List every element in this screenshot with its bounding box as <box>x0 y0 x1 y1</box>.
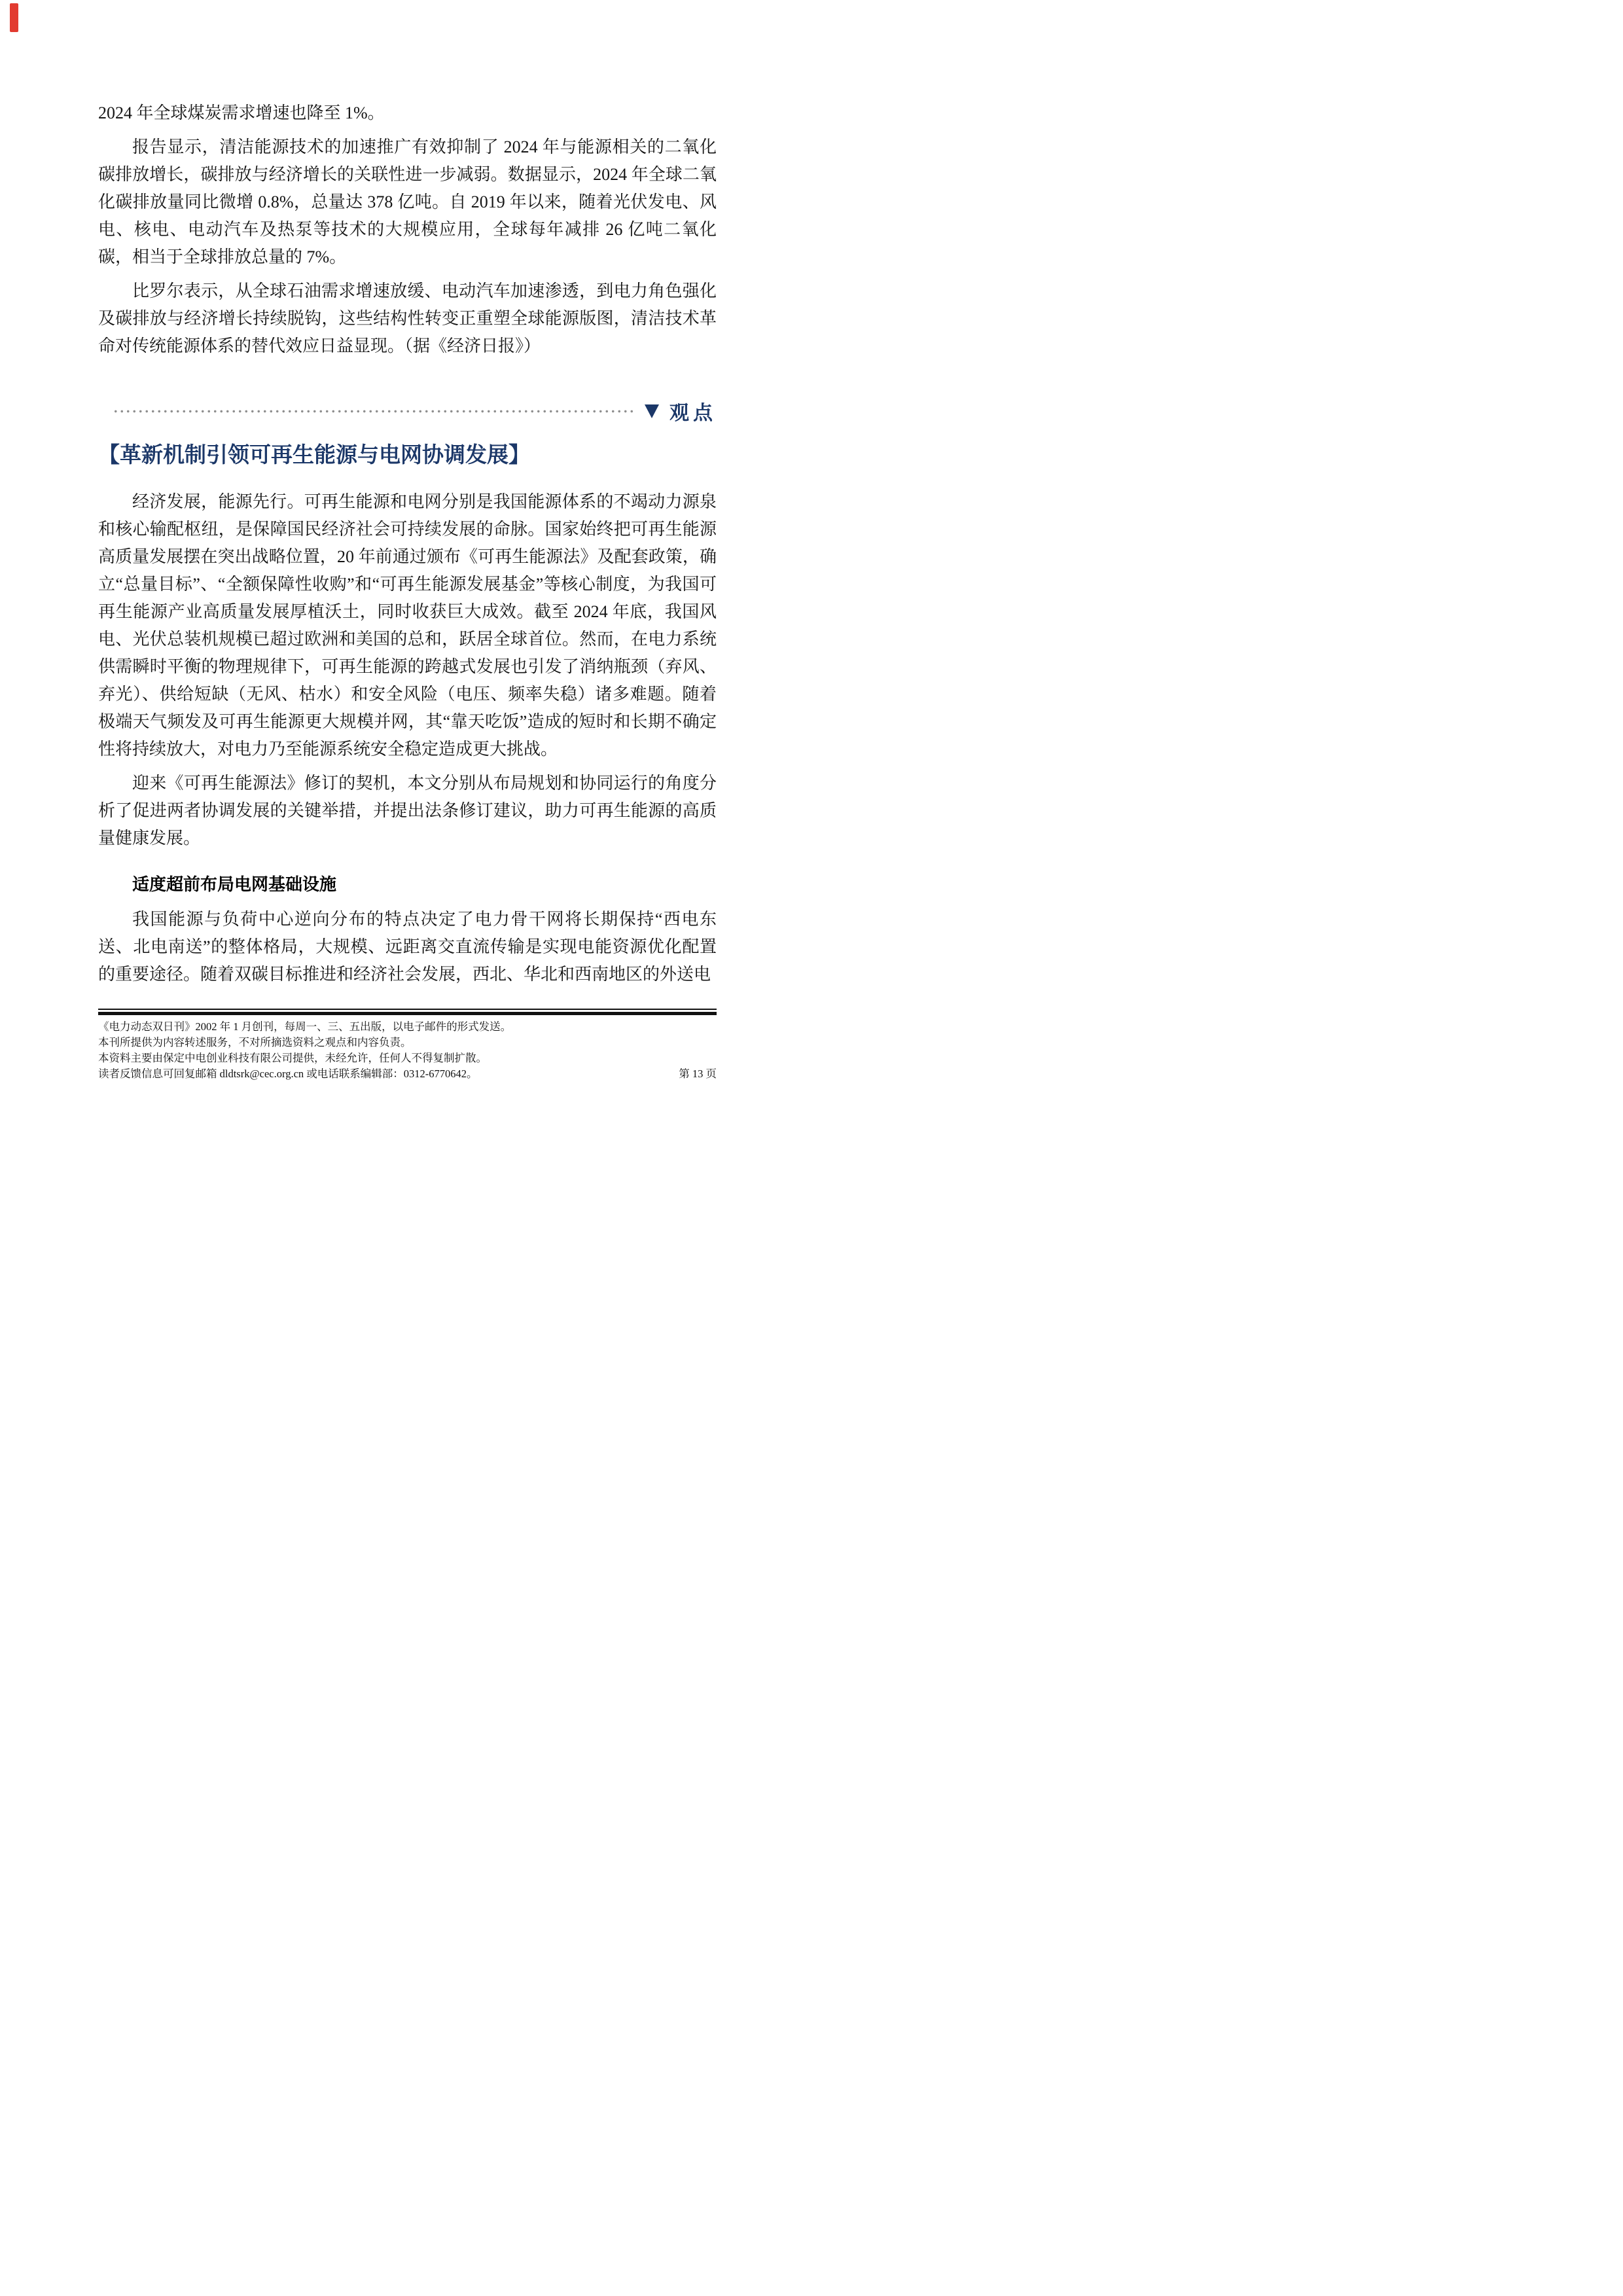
footer-divider-thick <box>98 1012 717 1015</box>
footer-lines <box>98 1019 717 1082</box>
triangle-down-icon <box>645 404 659 418</box>
section-divider <box>98 397 717 425</box>
footer-divider-thin <box>98 1009 717 1010</box>
paragraph: 经济发展，能源先行。可再生能源和电网分别是我国能源体系的不竭动力源泉和核心输配枢纽，是保障国民经济社会可持续发展的命脉。国家始终把可再生能源高质量发展摆在突出战略位置，20 年前通过颁布《可再生能源法》及配套政策，确立“总量目标”、“全额保障性收购”和“可再生能源发展基金”等核心制度，为我国可再生能源产业高质量发展厚植沃土，同时收获巨大成效。截至 2024 年底，我国风电、光伏总装机规模已超过欧洲和美国的总和，跃居全球首位。然而，在电力系统供需瞬时平衡的物理规律下，可再生能源的跨越式发展也引发了消纳瓶颈（弃风、弃光）、供给短缺（无风、枯水）和安全风险（电压、频率失稳）诸多难题。随着极端天气频发及可再生能源更大规模并网，其“靠天吃饭”造成的短时和长期不确定性将持续放大，对电力乃至能源系统安全稳定造成更大挑战。 <box>98 492 717 759</box>
paragraph: 迎来《可再生能源法》修订的契机，本文分别从布局规划和协同运行的角度分析了促进两者协调发展的关键举措，并提出法条修订建议，助力可再生能源的高质量健康发展。 <box>98 774 717 848</box>
footer-line: 本刊所提供为内容转述服务，不对所摘选资料之观点和内容负责。 <box>98 1036 412 1049</box>
page-footer <box>98 1009 717 1082</box>
section-label: 观点 <box>669 403 717 424</box>
article-title: 【革新机制引领可再生能源与电网协调发展】 <box>98 444 530 467</box>
paragraph-continued-from-previous-page: 2024 年全球煤炭需求增速也降至 1%。 <box>98 103 385 122</box>
page-number: 第 13 页 <box>679 1067 717 1080</box>
paragraph: 报告显示，清洁能源技术的加速推广有效抑制了 2024 年与能源相关的二氧化碳排放增长，碳排放与经济增长的关联性进一步减弱。数据显示，2024 年全球二氧化碳排放量同比微增 0.8%，总量达 378 亿吨。自 2019 年以来，随着光伏发电、风电、核电、电动汽车及热泵等技术的大规模应用，全球每年减排 26 亿吨二氧化碳，相当于全球排放总量的 7%。 <box>98 137 717 266</box>
footer-line: 本资料主要由保定中电创业科技有限公司提供，未经允许，任何人不得复制扩散。 <box>98 1052 487 1064</box>
red-highlight-mark <box>10 3 18 32</box>
footer-line: 《电力动态双日刊》2002 年 1 月创刊，每周一、三、五出版，以电子邮件的形式发送。 <box>98 1020 512 1033</box>
footer-contact-text: 读者反馈信息可回复邮箱 dldtsrk@cec.org.cn 或电话联系编辑部：0312-6770642。 <box>98 1067 478 1080</box>
footer-line <box>98 1066 717 1082</box>
paragraph: 比罗尔表示，从全球石油需求增速放缓、电动汽车加速渗透，到电力角色强化及碳排放与经济增长持续脱钩，这些结构性转变正重塑全球能源版图，清洁技术革命对传统能源体系的替代效应日益显现。（据《经济日报》） <box>98 281 717 355</box>
article-subheading: 适度超前布局电网基础设施 <box>132 874 337 894</box>
dotted-leader <box>113 409 634 414</box>
paragraph: 我国能源与负荷中心逆向分布的特点决定了电力骨干网将长期保持“西电东送、北电南送”的整体格局，大规模、远距离交直流传输是实现电能资源优化配置的重要途径。随着双碳目标推进和经济社会发展，西北、华北和西南地区的外送电 <box>98 910 717 984</box>
page-content <box>98 0 717 995</box>
document-page <box>0 0 812 1148</box>
